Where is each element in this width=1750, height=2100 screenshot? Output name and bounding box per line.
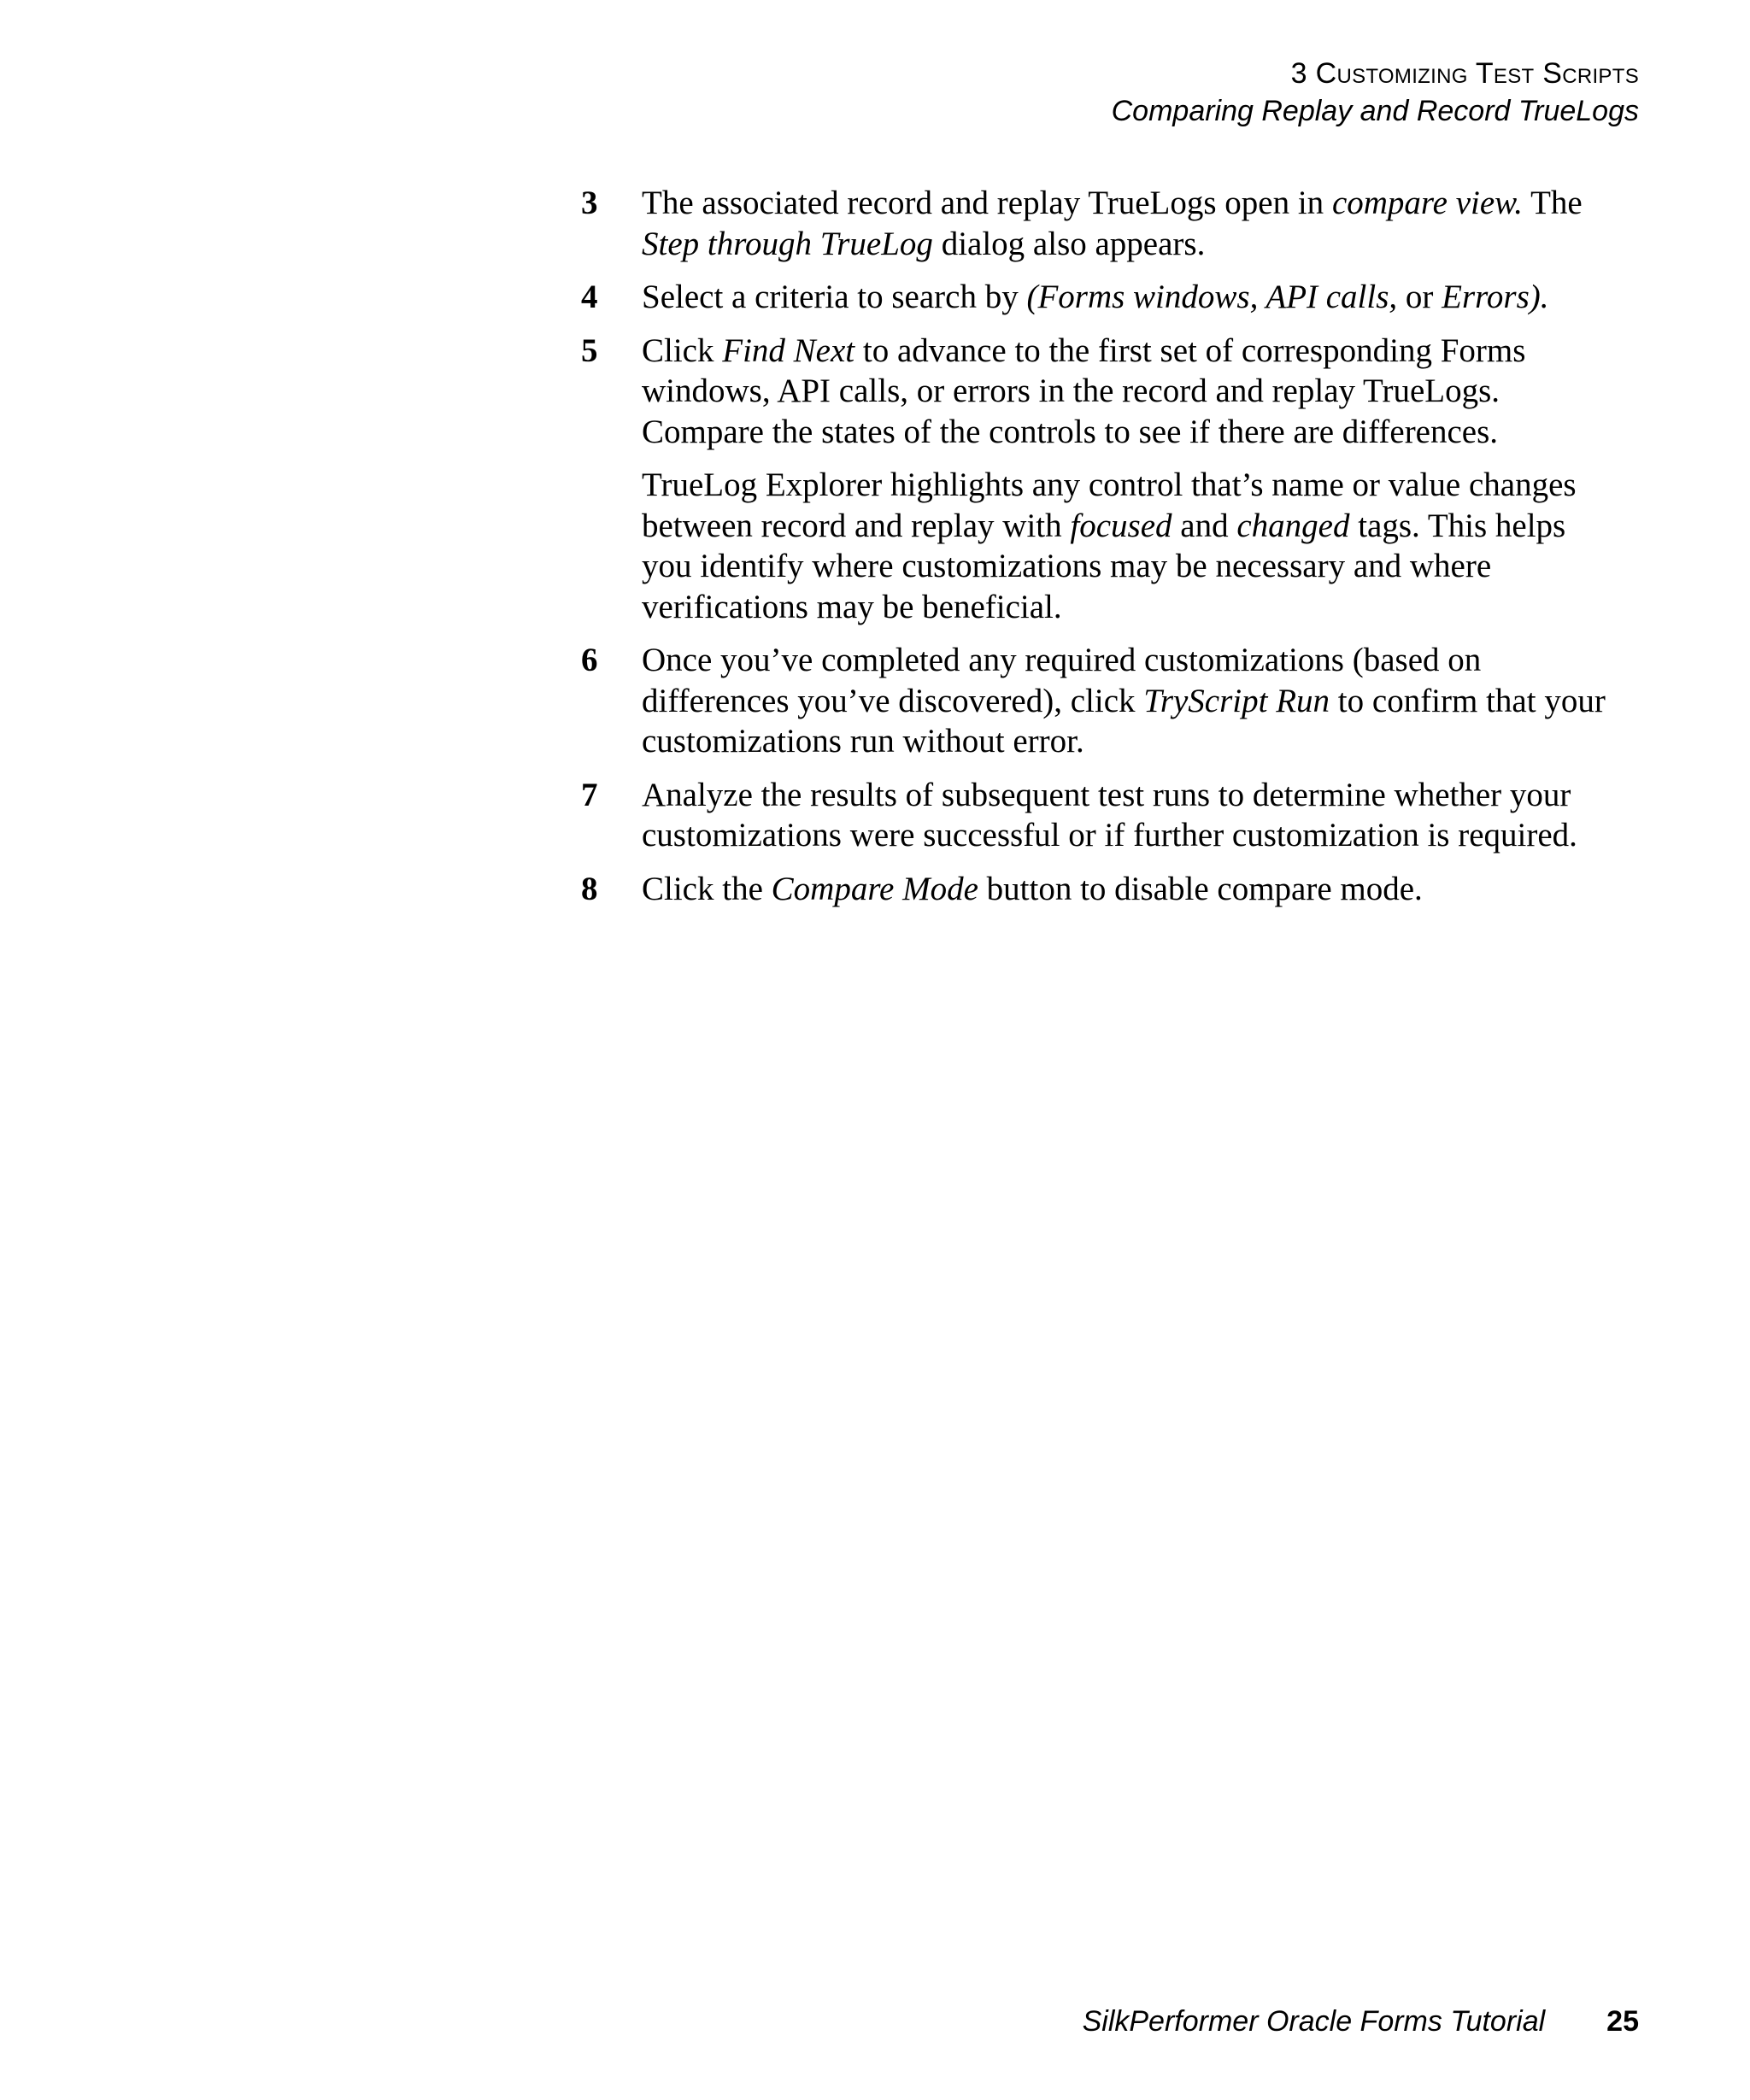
page-footer bbox=[1083, 2003, 1639, 2040]
note-line: you identify where customizations may be necessary and where bbox=[642, 548, 1492, 584]
step-number: 6 bbox=[581, 642, 598, 678]
step-line: The associated record and replay TrueLogs open in compare view. The bbox=[642, 185, 1583, 221]
step-line: Once you’ve completed any required customizations (based on bbox=[642, 642, 1482, 678]
step-line: Click the Compare Mode button to disable compare mode. bbox=[642, 870, 1423, 907]
step-line: customizations run without error. bbox=[642, 723, 1084, 760]
step-3 bbox=[581, 183, 1649, 264]
step-note bbox=[642, 465, 1649, 627]
note-line: verifications may be beneficial. bbox=[642, 588, 1062, 625]
step-line: Step through TrueLog dialog also appears. bbox=[642, 225, 1206, 262]
step-7 bbox=[581, 775, 1649, 856]
step-list bbox=[581, 183, 1649, 922]
step-line: Click Find Next to advance to the first set of corresponding Forms bbox=[642, 331, 1526, 369]
step-number: 7 bbox=[581, 776, 598, 813]
step-number: 5 bbox=[581, 331, 598, 369]
note-line: between record and replay with focused and changed tags. This helps bbox=[642, 507, 1566, 544]
page-number: 25 bbox=[1606, 2005, 1639, 2038]
step-4 bbox=[581, 277, 1649, 318]
step-number: 3 bbox=[581, 185, 598, 221]
section-title: Comparing Replay and Record TrueLogs bbox=[1111, 95, 1639, 127]
step-line: customizations were successful or if further customization is required. bbox=[642, 817, 1577, 853]
chapter-title: 3 Customizing Test Scripts bbox=[1290, 57, 1639, 90]
step-number: 8 bbox=[581, 870, 598, 907]
running-header bbox=[1112, 55, 1639, 130]
document-title: SilkPerformer Oracle Forms Tutorial bbox=[1082, 2005, 1546, 2038]
step-line: differences you’ve discovered), click TryScript Run to confirm that your bbox=[642, 682, 1606, 719]
step-line: Select a criteria to search by (Forms windows, API calls, or Errors). bbox=[642, 279, 1549, 315]
step-number: 4 bbox=[581, 279, 598, 315]
note-line: TrueLog Explorer highlights any control that’s name or value changes bbox=[642, 466, 1577, 503]
step-5 bbox=[581, 331, 1649, 628]
step-6 bbox=[581, 640, 1649, 762]
step-line: Compare the states of the controls to see if there are differences. bbox=[642, 413, 1499, 450]
step-line: windows, API calls, or errors in the record and replay TrueLogs. bbox=[642, 372, 1500, 409]
step-8 bbox=[581, 869, 1649, 910]
step-line: Analyze the results of subsequent test runs to determine whether your bbox=[642, 776, 1571, 813]
